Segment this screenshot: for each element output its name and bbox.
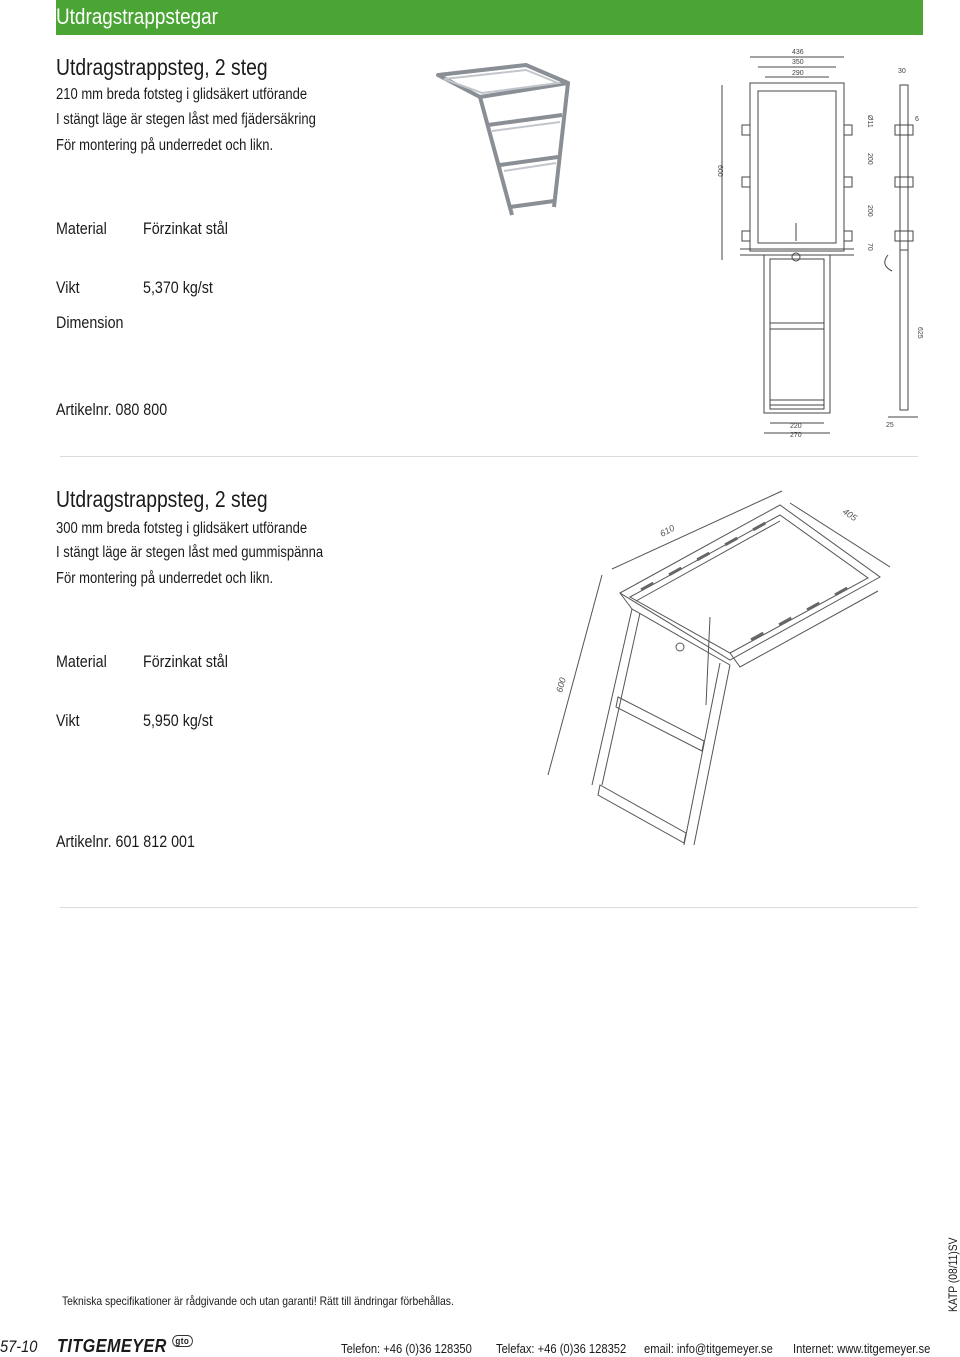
- product1-article: Artikelnr. 080 800: [56, 400, 168, 419]
- disclaimer: Tekniska specifikationer är rådgivande och utan garanti! Rätt till ändringar förbehållas.: [62, 1294, 454, 1308]
- footer-phone: Telefon: +46 (0)36 128350: [341, 1341, 472, 1356]
- dim-6: 6: [915, 116, 919, 123]
- brand-logo: [57, 1336, 193, 1357]
- product1-technical-drawing: [710, 45, 925, 445]
- page-number: 57-10: [0, 1337, 38, 1356]
- product2-title: Utdragstrappsteg, 2 steg: [56, 486, 268, 512]
- dim-350: 350: [792, 59, 804, 66]
- product2-weight-value: 5,950 kg/st: [143, 711, 213, 730]
- dim-25: 25: [886, 422, 894, 429]
- product1-material-label: Material: [56, 219, 107, 238]
- product2-material-label: Material: [56, 652, 107, 671]
- dim-270: 270: [790, 432, 802, 439]
- dim-625: 625: [916, 327, 923, 339]
- dim-30: 30: [898, 68, 906, 75]
- brand-badge: gto: [172, 1335, 193, 1347]
- dim-600: 600: [716, 165, 723, 177]
- product1-photo: [430, 65, 570, 220]
- product1-line-2: I stängt läge är stegen låst med fjädersäkring: [56, 111, 316, 128]
- product2-line-2: I stängt läge är stegen låst med gummispänna: [56, 544, 324, 561]
- product1-title: Utdragstrappsteg, 2 steg: [56, 54, 268, 80]
- dim-436: 436: [792, 49, 804, 56]
- product2-line-3: För montering på underredet och likn.: [56, 570, 274, 587]
- footer-fax: Telefax: +46 (0)36 128352: [496, 1341, 627, 1356]
- dim-610: 610: [658, 522, 677, 539]
- dim-11: Ø11: [866, 115, 873, 128]
- product1-line-3: För montering på underredet och likn.: [56, 137, 274, 154]
- footer-internet[interactable]: Internet: www.titgemeyer.se: [793, 1341, 931, 1356]
- product2-weight-label: Vikt: [56, 711, 80, 730]
- dim-405: 405: [840, 506, 859, 524]
- product2-article: Artikelnr. 601 812 001: [56, 832, 195, 851]
- footer-email[interactable]: email: info@titgemeyer.se: [644, 1341, 773, 1356]
- dim-70: 70: [866, 243, 873, 251]
- section-divider-1: [60, 456, 918, 457]
- product2-material-value: Förzinkat stål: [143, 652, 228, 671]
- product2-line-1: 300 mm breda fotsteg i glidsäkert utförande: [56, 520, 308, 537]
- dim-200-b: 200: [866, 205, 873, 217]
- product1-weight-value: 5,370 kg/st: [143, 278, 213, 297]
- product1-line-1: 210 mm breda fotsteg i glidsäkert utförande: [56, 86, 308, 103]
- dim-220: 220: [790, 423, 802, 430]
- dim-200-a: 200: [866, 153, 873, 165]
- brand-name: TITGEMEYER: [57, 1336, 167, 1356]
- dim-290: 290: [792, 70, 804, 77]
- product1-weight-label: Vikt: [56, 278, 80, 297]
- section-divider-2: [60, 907, 918, 908]
- section-header: [56, 0, 923, 35]
- dim-600-side: 600: [554, 676, 568, 694]
- catalog-code: KATP (08/11)SV: [946, 1237, 960, 1312]
- product1-material-value: Förzinkat stål: [143, 219, 228, 238]
- product1-dimension-label: Dimension: [56, 313, 124, 332]
- product2-drawing: [540, 485, 920, 855]
- section-title: Utdragstrappstegar: [56, 4, 218, 29]
